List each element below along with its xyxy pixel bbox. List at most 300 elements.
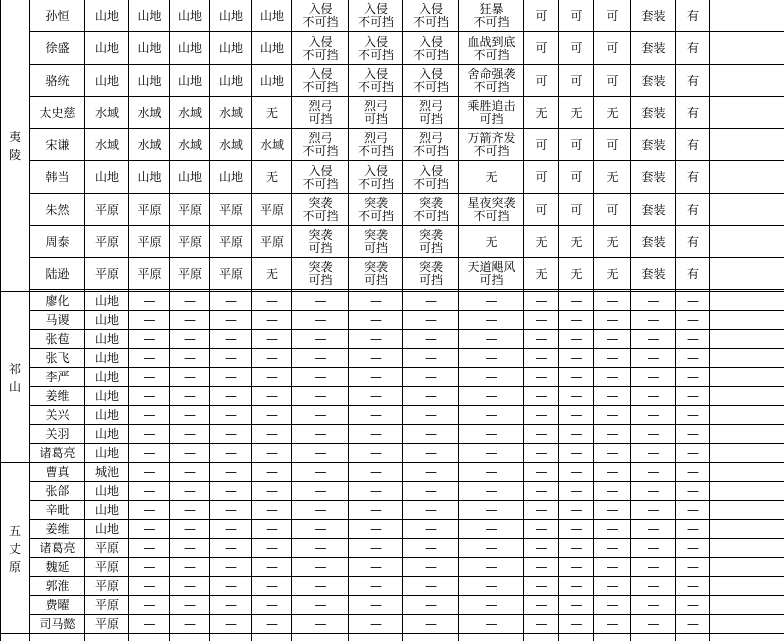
table-cell[interactable]: 突袭 不可挡 — [357, 196, 394, 223]
table-cell[interactable]: — — [370, 351, 382, 365]
table-cell[interactable]: — — [314, 560, 327, 574]
table-cell[interactable]: — — [370, 598, 382, 612]
table-cell[interactable]: — — [143, 560, 156, 574]
table-cell[interactable]: — — [425, 446, 437, 460]
table-cell[interactable]: — — [184, 389, 196, 403]
table-cell[interactable]: 套装 — [641, 234, 666, 249]
general-name-cell[interactable]: 马谡 — [45, 313, 70, 327]
table-cell[interactable]: — — [606, 313, 619, 327]
table-cell[interactable]: — — [647, 598, 660, 612]
table-cell[interactable]: 可 — [570, 73, 583, 88]
table-cell[interactable]: — — [266, 522, 278, 536]
table-cell[interactable]: 入侵 不可挡 — [302, 34, 339, 62]
table-cell[interactable]: — — [425, 313, 437, 327]
table-cell[interactable]: — — [687, 617, 699, 631]
table-cell[interactable]: 平原 — [177, 234, 202, 249]
table-cell[interactable]: 山地 — [259, 73, 284, 88]
table-cell[interactable]: — — [266, 598, 278, 612]
table-cell[interactable]: — — [485, 332, 498, 346]
table-cell[interactable]: — — [143, 503, 156, 517]
table-cell[interactable]: — — [266, 427, 278, 441]
table-cell[interactable]: — — [370, 446, 382, 460]
table-cell[interactable]: 入侵 不可挡 — [302, 2, 339, 29]
table-cell[interactable]: — — [425, 560, 437, 574]
table-cell[interactable]: — — [184, 617, 196, 631]
table-cell[interactable]: — — [143, 541, 156, 555]
table-cell[interactable]: — — [314, 465, 327, 479]
table-cell[interactable]: — — [647, 503, 660, 517]
table-cell[interactable]: — — [606, 294, 619, 308]
table-cell[interactable]: — — [535, 408, 548, 422]
table-cell[interactable]: 可 — [570, 8, 583, 23]
table-cell[interactable]: — — [266, 484, 278, 498]
table-cell[interactable]: — — [370, 522, 382, 536]
general-name-cell[interactable]: 司马懿 — [39, 617, 76, 631]
table-cell[interactable]: — — [314, 408, 327, 422]
table-cell[interactable]: — — [606, 617, 619, 631]
general-name-cell[interactable]: 郭淮 — [45, 579, 70, 593]
table-cell[interactable]: 入侵 不可挡 — [412, 34, 449, 62]
table-cell[interactable]: — — [184, 579, 196, 593]
table-cell[interactable]: — — [425, 389, 437, 403]
table-cell[interactable]: — — [647, 465, 660, 479]
table-cell[interactable]: — — [687, 351, 699, 365]
table-cell[interactable]: — — [143, 484, 156, 498]
table-cell[interactable]: 血战到底 不可挡 — [467, 34, 516, 62]
general-name-cell[interactable]: 陆逊 — [45, 266, 70, 281]
table-cell[interactable]: — — [184, 503, 196, 517]
table-cell[interactable]: — — [647, 389, 660, 403]
table-cell[interactable]: — — [485, 389, 498, 403]
table-cell[interactable]: — — [184, 541, 196, 555]
table-cell[interactable]: — — [570, 294, 583, 308]
table-cell[interactable]: 突袭 可挡 — [418, 260, 443, 287]
table-cell[interactable]: 山地 — [177, 170, 202, 184]
table-cell[interactable]: 平原 — [94, 266, 119, 281]
general-name-cell[interactable]: 张苞 — [45, 332, 70, 346]
table-cell[interactable]: 烈弓 不可挡 — [412, 131, 449, 158]
table-cell[interactable]: 无 — [606, 266, 619, 281]
table-cell[interactable]: — — [606, 503, 619, 517]
general-name-cell[interactable]: 费曜 — [45, 598, 70, 612]
table-cell[interactable]: — — [314, 484, 327, 498]
table-cell[interactable]: — — [143, 294, 156, 308]
table-cell[interactable]: — — [225, 446, 237, 460]
table-cell[interactable]: 突袭 可挡 — [363, 260, 388, 287]
general-name-cell[interactable]: 诸葛亮 — [39, 541, 76, 555]
table-cell[interactable]: — — [687, 503, 699, 517]
table-cell[interactable]: 山地 — [218, 41, 243, 55]
table-cell[interactable]: — — [184, 446, 196, 460]
table-cell[interactable]: — — [570, 313, 583, 327]
table-cell[interactable]: — — [570, 579, 583, 593]
table-cell[interactable]: 套装 — [641, 8, 666, 23]
table-cell[interactable]: — — [485, 465, 498, 479]
table-cell[interactable]: — — [647, 408, 660, 422]
general-name-cell[interactable]: 姜维 — [45, 522, 70, 536]
table-cell[interactable]: — — [425, 522, 437, 536]
table-cell[interactable]: 山地 — [218, 73, 243, 88]
table-cell[interactable]: — — [647, 427, 660, 441]
table-cell[interactable]: 万箭齐发 不可挡 — [467, 131, 516, 158]
table-cell[interactable]: 突袭 不可挡 — [302, 196, 339, 223]
table-cell[interactable]: 可 — [570, 202, 583, 217]
table-cell[interactable]: 无 — [570, 234, 583, 249]
table-cell[interactable]: 无 — [606, 105, 619, 120]
table-cell[interactable]: — — [425, 294, 437, 308]
table-cell[interactable]: — — [570, 503, 583, 517]
table-cell[interactable]: — — [485, 560, 498, 574]
table-cell[interactable]: — — [485, 522, 498, 536]
general-name-cell[interactable]: 关兴 — [45, 408, 70, 422]
table-cell[interactable]: — — [184, 465, 196, 479]
table-cell[interactable]: 水域 — [259, 137, 284, 152]
table-cell[interactable]: — — [570, 541, 583, 555]
table-cell[interactable]: 舍命强袭 不可挡 — [467, 67, 516, 94]
table-cell[interactable]: 可 — [535, 170, 548, 184]
table-cell[interactable]: — — [425, 427, 437, 441]
table-cell[interactable]: — — [606, 484, 619, 498]
general-name-cell[interactable]: 孙恒 — [45, 8, 70, 23]
table-cell[interactable]: — — [425, 541, 437, 555]
table-cell[interactable]: — — [687, 389, 699, 403]
table-cell[interactable]: 有 — [686, 105, 699, 120]
table-cell[interactable]: 山地 — [94, 408, 119, 422]
table-cell[interactable]: — — [485, 484, 498, 498]
table-cell[interactable]: — — [225, 484, 237, 498]
table-cell[interactable]: 平原 — [137, 234, 162, 249]
table-cell[interactable]: — — [535, 351, 548, 365]
table-cell[interactable]: — — [314, 313, 327, 327]
table-cell[interactable]: — — [687, 541, 699, 555]
general-name-cell[interactable]: 辛毗 — [45, 503, 70, 517]
table-cell[interactable]: — — [687, 598, 699, 612]
table-cell[interactable]: 套装 — [641, 73, 666, 88]
table-cell[interactable]: — — [184, 598, 196, 612]
table-cell[interactable]: — — [606, 541, 619, 555]
table-cell[interactable]: — — [370, 465, 382, 479]
table-cell[interactable]: — — [225, 560, 237, 574]
table-cell[interactable]: — — [535, 560, 548, 574]
table-cell[interactable]: — — [535, 541, 548, 555]
table-cell[interactable]: — — [184, 484, 196, 498]
table-cell[interactable]: 有 — [686, 8, 699, 23]
table-cell[interactable]: — — [687, 313, 699, 327]
table-cell[interactable]: — — [687, 522, 699, 536]
table-cell[interactable]: — — [143, 313, 156, 327]
table-cell[interactable]: — — [425, 617, 437, 631]
table-cell[interactable]: — — [266, 332, 278, 346]
general-name-cell[interactable]: 诸葛亮 — [39, 446, 76, 460]
table-cell[interactable]: — — [143, 446, 156, 460]
table-cell[interactable]: — — [425, 598, 437, 612]
table-cell[interactable]: — — [184, 294, 196, 308]
table-cell[interactable]: — — [485, 446, 498, 460]
table-cell[interactable]: — — [570, 408, 583, 422]
table-cell[interactable]: — — [570, 446, 583, 460]
table-cell[interactable]: — — [184, 351, 196, 365]
table-cell[interactable]: — — [143, 465, 156, 479]
table-cell[interactable]: 山地 — [218, 8, 243, 23]
table-cell[interactable]: — — [647, 370, 660, 384]
table-cell[interactable]: — — [143, 408, 156, 422]
table-cell[interactable]: 无 — [535, 105, 548, 120]
table-cell[interactable]: 山地 — [137, 41, 162, 55]
table-cell[interactable]: — — [314, 389, 327, 403]
table-cell[interactable]: — — [570, 560, 583, 574]
table-cell[interactable]: — — [687, 408, 699, 422]
table-cell[interactable]: — — [425, 351, 437, 365]
table-cell[interactable]: 可 — [535, 41, 548, 55]
table-cell[interactable]: 山地 — [94, 332, 119, 346]
table-cell[interactable]: 平原 — [94, 560, 119, 574]
table-cell[interactable]: 水域 — [94, 105, 119, 120]
table-cell[interactable]: 平原 — [137, 202, 162, 217]
table-cell[interactable]: — — [535, 579, 548, 593]
table-cell[interactable]: — — [570, 522, 583, 536]
table-cell[interactable]: 平原 — [259, 202, 284, 217]
table-cell[interactable]: — — [314, 522, 327, 536]
table-cell[interactable]: — — [425, 484, 437, 498]
table-cell[interactable]: — — [370, 313, 382, 327]
table-cell[interactable]: — — [687, 446, 699, 460]
table-cell[interactable]: — — [687, 370, 699, 384]
table-cell[interactable]: 乘胜追击 可挡 — [467, 99, 516, 126]
table-cell[interactable]: 可 — [606, 137, 619, 152]
table-cell[interactable]: 山地 — [137, 8, 162, 23]
table-cell[interactable]: — — [143, 579, 156, 593]
table-cell[interactable]: — — [647, 617, 660, 631]
table-cell[interactable]: 山地 — [94, 351, 119, 365]
table-cell[interactable]: 可 — [535, 8, 548, 23]
table-cell[interactable]: — — [225, 313, 237, 327]
table-cell[interactable]: — — [535, 617, 548, 631]
table-cell[interactable]: 入侵 不可挡 — [357, 2, 394, 29]
table-cell[interactable]: — — [225, 294, 237, 308]
table-cell[interactable]: 水域 — [94, 137, 119, 152]
table-cell[interactable]: — — [184, 332, 196, 346]
general-name-cell[interactable]: 朱然 — [45, 202, 70, 217]
general-name-cell[interactable]: 廖化 — [45, 294, 70, 308]
table-cell[interactable]: — — [266, 503, 278, 517]
table-cell[interactable]: — — [485, 579, 498, 593]
table-cell[interactable]: 水域 — [218, 137, 243, 152]
table-cell[interactable]: 突袭 可挡 — [418, 228, 443, 255]
table-cell[interactable]: — — [184, 313, 196, 327]
table-cell[interactable]: — — [485, 541, 498, 555]
table-cell[interactable]: — — [535, 389, 548, 403]
table-cell[interactable]: — — [314, 446, 327, 460]
table-cell[interactable]: — — [266, 408, 278, 422]
table-cell[interactable]: — — [370, 370, 382, 384]
table-cell[interactable]: 天道飓风 可挡 — [467, 260, 516, 287]
general-name-cell[interactable]: 太史慈 — [39, 105, 76, 120]
table-cell[interactable]: — — [647, 294, 660, 308]
table-cell[interactable]: 有 — [686, 266, 699, 281]
table-cell[interactable]: 套装 — [641, 137, 666, 152]
table-cell[interactable]: — — [143, 351, 156, 365]
table-cell[interactable]: — — [370, 332, 382, 346]
table-cell[interactable]: 可 — [570, 170, 583, 184]
table-cell[interactable]: — — [535, 294, 548, 308]
table-cell[interactable]: — — [485, 294, 498, 308]
table-cell[interactable]: 突袭 不可挡 — [412, 196, 449, 223]
table-cell[interactable]: 无 — [535, 234, 548, 249]
table-cell[interactable]: — — [370, 579, 382, 593]
table-cell[interactable]: 有 — [686, 41, 699, 55]
table-cell[interactable]: — — [606, 408, 619, 422]
table-cell[interactable]: 无 — [535, 266, 548, 281]
table-cell[interactable]: — — [425, 579, 437, 593]
table-cell[interactable]: — — [314, 617, 327, 631]
table-cell[interactable]: — — [266, 294, 278, 308]
table-cell[interactable]: 山地 — [177, 8, 202, 23]
table-cell[interactable]: — — [143, 389, 156, 403]
table-cell[interactable]: — — [647, 541, 660, 555]
table-cell[interactable]: — — [535, 332, 548, 346]
table-cell[interactable]: 水域 — [218, 105, 243, 120]
table-cell[interactable]: — — [184, 560, 196, 574]
table-cell[interactable]: 山地 — [259, 41, 284, 55]
table-cell[interactable]: — — [266, 313, 278, 327]
table-cell[interactable]: 狂暴 不可挡 — [473, 2, 510, 29]
table-cell[interactable]: 星夜突袭 不可挡 — [467, 196, 516, 223]
table-cell[interactable]: 无 — [265, 266, 278, 281]
table-cell[interactable]: 有 — [686, 137, 699, 152]
table-cell[interactable]: 山地 — [94, 389, 119, 403]
table-cell[interactable]: — — [570, 617, 583, 631]
table-cell[interactable]: 山地 — [177, 73, 202, 88]
table-cell[interactable]: 水域 — [137, 105, 162, 120]
table-cell[interactable]: — — [570, 484, 583, 498]
table-cell[interactable]: — — [606, 560, 619, 574]
table-cell[interactable]: — — [314, 427, 327, 441]
table-cell[interactable]: — — [570, 351, 583, 365]
table-cell[interactable]: — — [647, 351, 660, 365]
table-cell[interactable]: 山地 — [259, 8, 284, 23]
general-name-cell[interactable]: 关羽 — [45, 427, 70, 441]
table-cell[interactable]: 山地 — [137, 73, 162, 88]
table-cell[interactable]: — — [485, 408, 498, 422]
table-cell[interactable]: 山地 — [218, 170, 243, 184]
table-cell[interactable]: 突袭 可挡 — [308, 260, 333, 287]
table-cell[interactable]: — — [647, 579, 660, 593]
table-cell[interactable]: — — [225, 617, 237, 631]
table-cell[interactable]: — — [606, 522, 619, 536]
table-cell[interactable]: — — [535, 427, 548, 441]
table-cell[interactable]: 城池 — [94, 465, 119, 479]
table-cell[interactable]: — — [314, 294, 327, 308]
table-cell[interactable]: — — [535, 598, 548, 612]
table-cell[interactable]: — — [485, 598, 498, 612]
table-cell[interactable]: 可 — [570, 137, 583, 152]
table-cell[interactable]: — — [225, 522, 237, 536]
general-name-cell[interactable]: 张飞 — [45, 351, 70, 365]
table-cell[interactable]: — — [647, 446, 660, 460]
table-cell[interactable]: — — [535, 503, 548, 517]
table-cell[interactable]: — — [606, 332, 619, 346]
table-cell[interactable]: — — [370, 294, 382, 308]
table-cell[interactable]: 有 — [686, 234, 699, 249]
table-cell[interactable]: — — [570, 389, 583, 403]
table-cell[interactable]: 入侵 不可挡 — [357, 163, 394, 191]
table-cell[interactable]: — — [225, 351, 237, 365]
general-name-cell[interactable]: 骆统 — [45, 73, 70, 88]
table-cell[interactable]: 无 — [570, 266, 583, 281]
table-cell[interactable]: 水域 — [177, 105, 202, 120]
table-cell[interactable]: 入侵 不可挡 — [412, 67, 449, 94]
table-cell[interactable]: — — [143, 370, 156, 384]
table-cell[interactable]: 可 — [570, 41, 583, 55]
table-cell[interactable]: 入侵 不可挡 — [357, 67, 394, 94]
table-cell[interactable]: — — [184, 370, 196, 384]
table-cell[interactable]: — — [647, 560, 660, 574]
general-name-cell[interactable]: 韩当 — [45, 170, 70, 184]
table-cell[interactable]: — — [606, 579, 619, 593]
table-cell[interactable]: — — [687, 427, 699, 441]
table-cell[interactable]: — — [425, 465, 437, 479]
table-cell[interactable]: 烈弓 可挡 — [418, 99, 443, 126]
table-cell[interactable]: — — [266, 617, 278, 631]
table-cell[interactable]: — — [425, 332, 437, 346]
table-cell[interactable]: — — [485, 503, 498, 517]
table-cell[interactable]: — — [370, 427, 382, 441]
table-cell[interactable]: 套装 — [641, 266, 666, 281]
table-cell[interactable]: — — [425, 408, 437, 422]
table-cell[interactable]: — — [687, 579, 699, 593]
table-cell[interactable]: 有 — [686, 73, 699, 88]
table-cell[interactable]: 山地 — [94, 8, 119, 23]
table-cell[interactable]: — — [606, 427, 619, 441]
table-cell[interactable]: 水域 — [177, 137, 202, 152]
table-cell[interactable]: — — [535, 313, 548, 327]
table-cell[interactable]: 入侵 不可挡 — [302, 67, 339, 94]
table-cell[interactable]: — — [314, 503, 327, 517]
table-cell[interactable]: — — [225, 332, 237, 346]
table-cell[interactable]: 烈弓 可挡 — [308, 99, 333, 126]
table-cell[interactable]: — — [570, 598, 583, 612]
table-cell[interactable]: — — [606, 446, 619, 460]
table-cell[interactable]: 山地 — [94, 503, 119, 517]
table-cell[interactable]: 平原 — [94, 617, 119, 631]
table-cell[interactable]: — — [225, 389, 237, 403]
table-cell[interactable]: — — [647, 332, 660, 346]
table-cell[interactable]: 无 — [265, 170, 278, 184]
table-cell[interactable]: — — [535, 446, 548, 460]
table-cell[interactable]: 无 — [606, 234, 619, 249]
table-cell[interactable]: — — [184, 522, 196, 536]
table-cell[interactable]: 无 — [265, 105, 278, 120]
table-cell[interactable]: — — [485, 351, 498, 365]
table-cell[interactable]: — — [184, 408, 196, 422]
table-cell[interactable]: — — [225, 465, 237, 479]
table-cell[interactable]: — — [184, 427, 196, 441]
table-cell[interactable]: 山地 — [94, 370, 119, 384]
table-cell[interactable]: — — [647, 522, 660, 536]
table-cell[interactable]: — — [370, 484, 382, 498]
table-cell[interactable]: 可 — [535, 202, 548, 217]
table-cell[interactable]: — — [143, 522, 156, 536]
table-cell[interactable]: — — [606, 465, 619, 479]
table-cell[interactable]: 山地 — [94, 170, 119, 184]
table-cell[interactable]: — — [647, 484, 660, 498]
table-cell[interactable]: — — [266, 579, 278, 593]
table-cell[interactable]: 山地 — [94, 522, 119, 536]
table-cell[interactable]: 可 — [606, 41, 619, 55]
table-cell[interactable]: — — [314, 351, 327, 365]
general-name-cell[interactable]: 姜维 — [45, 389, 70, 403]
table-cell[interactable]: — — [266, 370, 278, 384]
